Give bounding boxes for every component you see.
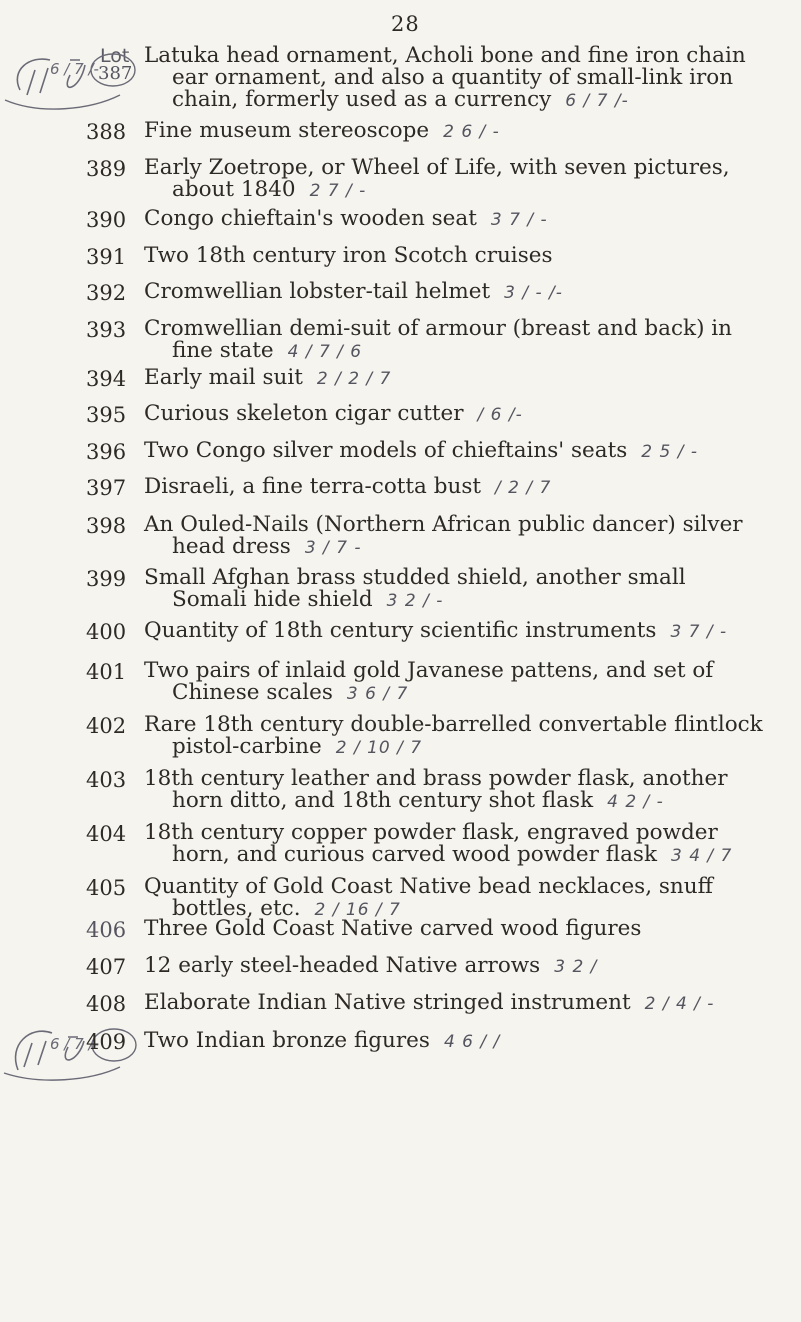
lot-description bbox=[144, 367, 784, 390]
hammer-price: 6 / 7 /- bbox=[565, 91, 629, 111]
lot-number: 409 bbox=[86, 1030, 127, 1054]
lot-description bbox=[144, 876, 784, 921]
hammer-price: 3 2 / - bbox=[386, 591, 444, 611]
lot-header: Lot bbox=[100, 45, 130, 67]
lot-number: 404 bbox=[86, 822, 127, 846]
lot-description-line: 12 early steel-headed Native arrows 3 2 / bbox=[144, 953, 598, 978]
hammer-price: 2 / 2 / 7 bbox=[316, 369, 392, 389]
lot-number: 398 bbox=[86, 514, 127, 538]
lot-description bbox=[144, 822, 784, 867]
lot-number: 408 bbox=[86, 992, 127, 1016]
lot-description-line: Curious skeleton cigar cutter / 6 /- bbox=[144, 401, 523, 426]
lot-number: 399 bbox=[86, 567, 127, 591]
lot-number: 407 bbox=[86, 955, 127, 979]
hammer-price: 2 6 / - bbox=[443, 122, 500, 142]
lot-description-line: Small Afghan brass studded shield, another small bbox=[144, 565, 686, 590]
lot-description-line: Two Indian bronze figures 4 6 / / bbox=[144, 1028, 501, 1053]
hammer-price: 3 6 / 7 bbox=[346, 684, 409, 704]
lot-description bbox=[144, 403, 784, 426]
lot-description-line: Rare 18th century double-barrelled convertable flintlock bbox=[144, 712, 763, 737]
lot-description bbox=[144, 157, 784, 202]
lot-number: 388 bbox=[86, 120, 127, 144]
lot-description-line: pistol-carbine 2 / 10 / 7 bbox=[172, 734, 423, 759]
lot-number: 393 bbox=[86, 318, 127, 342]
lot-description-line: about 1840 2 7 / - bbox=[172, 177, 367, 202]
lot-number: 391 bbox=[86, 245, 127, 269]
lot-description bbox=[144, 208, 784, 231]
lot-description-line: Disraeli, a fine terra-cotta bust / 2 / 7 bbox=[144, 474, 552, 499]
hammer-price: 4 6 / / bbox=[443, 1032, 501, 1052]
hammer-price: 4 2 / - bbox=[607, 792, 664, 812]
lot-number: 400 bbox=[86, 620, 127, 644]
lot-description bbox=[144, 1030, 784, 1053]
lot-number: 396 bbox=[86, 440, 127, 464]
lot-description-line: horn, and curious carved wood powder flask 3 4 / 7 bbox=[172, 842, 733, 867]
hammer-price: 2 / 4 / - bbox=[644, 994, 715, 1014]
lot-description-line: Quantity of Gold Coast Native bead necklaces, snuff bbox=[144, 874, 713, 899]
lot-description-line: fine state 4 / 7 / 6 bbox=[172, 338, 363, 363]
hammer-price: 3 4 / 7 bbox=[670, 846, 733, 866]
hammer-price: 3 / - /- bbox=[504, 283, 563, 303]
lot-description-line: Latuka head ornament, Acholi bone and fine iron chain bbox=[144, 43, 746, 68]
lot-description-line: Two 18th century iron Scotch cruises bbox=[144, 243, 553, 268]
hammer-price: 3 7 / - bbox=[670, 622, 728, 642]
lot-description bbox=[144, 514, 784, 559]
page-number: 28 bbox=[391, 12, 420, 36]
lot-number: 390 bbox=[86, 208, 127, 232]
lot-description-line: Three Gold Coast Native carved wood figures bbox=[144, 916, 642, 941]
lot-number: 401 bbox=[86, 660, 127, 684]
lot-description bbox=[144, 476, 784, 499]
lot-description-line: 18th century leather and brass powder flask, another bbox=[144, 766, 728, 791]
hammer-price: 3 2 / bbox=[554, 957, 598, 977]
lot-number: 405 bbox=[86, 876, 127, 900]
lot-description-line: Early Zoetrope, or Wheel of Life, with seven pictures, bbox=[144, 155, 730, 180]
hammer-price: 3 7 / - bbox=[490, 210, 548, 230]
hammer-price: 2 7 / - bbox=[309, 181, 367, 201]
lot-description-line: Cromwellian lobster-tail helmet 3 / - /- bbox=[144, 279, 563, 304]
lot-description-line: Congo chieftain's wooden seat 3 7 / - bbox=[144, 206, 548, 231]
lot-description-line: Chinese scales 3 6 / 7 bbox=[172, 680, 409, 705]
lot-description bbox=[144, 620, 784, 643]
hammer-price: 4 / 7 / 6 bbox=[287, 342, 363, 362]
lot-description-line: Cromwellian demi-suit of armour (breast and back) in bbox=[144, 316, 733, 341]
lot-description-line: Somali hide shield 3 2 / - bbox=[172, 587, 444, 612]
lot-number: 402 bbox=[86, 714, 127, 738]
lot-description bbox=[144, 318, 784, 363]
lot-number: 387 bbox=[98, 63, 133, 84]
lot-description-line: An Ouled-Nails (Northern African public dancer) silver bbox=[144, 512, 743, 537]
lot-number: 406 bbox=[86, 918, 127, 942]
lot-description bbox=[144, 45, 784, 112]
lot-number: 395 bbox=[86, 403, 127, 427]
lot-description-line: chain, formerly used as a currency 6 / 7 /- bbox=[172, 87, 629, 112]
lot-description bbox=[144, 281, 784, 304]
lot-description bbox=[144, 567, 784, 612]
lot-description bbox=[144, 992, 784, 1015]
lot-description-line: horn ditto, and 18th century shot flask 4 2 / - bbox=[172, 788, 664, 813]
lot-description bbox=[144, 714, 784, 759]
lot-description-line: head dress 3 / 7 - bbox=[172, 534, 362, 559]
lot-description-line: Quantity of 18th century scientific instruments 3 7 / - bbox=[144, 618, 728, 643]
lot-description-line: Two pairs of inlaid gold Javanese pattens, and set of bbox=[144, 658, 714, 683]
lot-number: 403 bbox=[86, 768, 127, 792]
lot-description-line: Elaborate Indian Native stringed instrument 2 / 4 / - bbox=[144, 990, 715, 1015]
lot-description-line: Fine museum stereoscope 2 6 / - bbox=[144, 118, 500, 143]
lot-description-line: Early mail suit 2 / 2 / 7 bbox=[144, 365, 392, 390]
hammer-price: / 6 /- bbox=[477, 405, 523, 425]
lot-description bbox=[144, 918, 784, 940]
lot-description bbox=[144, 955, 784, 978]
lot-description-line: ear ornament, and also a quantity of small-link iron bbox=[172, 65, 734, 90]
lot-description bbox=[144, 660, 784, 705]
margin-note-top: 6 / 7 /- bbox=[50, 60, 99, 78]
lot-number: 389 bbox=[86, 157, 127, 181]
hammer-price: 2 / 16 / 7 bbox=[314, 900, 401, 920]
lot-number: 397 bbox=[86, 476, 127, 500]
lot-description-line: Two Congo silver models of chieftains' seats 2 5 / - bbox=[144, 438, 698, 463]
hammer-price: / 2 / 7 bbox=[495, 478, 552, 498]
margin-note-bottom: 6 / 7 /- bbox=[50, 1035, 99, 1053]
lot-description bbox=[144, 440, 784, 463]
lot-description bbox=[144, 768, 784, 813]
lot-number: 394 bbox=[86, 367, 127, 391]
hammer-price: 2 5 / - bbox=[641, 442, 698, 462]
lot-number: 392 bbox=[86, 281, 127, 305]
hammer-price: 2 / 10 / 7 bbox=[335, 738, 423, 758]
lot-description-line: 18th century copper powder flask, engraved powder bbox=[144, 820, 718, 845]
lot-description bbox=[144, 245, 784, 267]
lot-description bbox=[144, 120, 784, 143]
lot-description-line: bottles, etc. 2 / 16 / 7 bbox=[172, 896, 401, 921]
hammer-price: 3 / 7 - bbox=[304, 538, 362, 558]
